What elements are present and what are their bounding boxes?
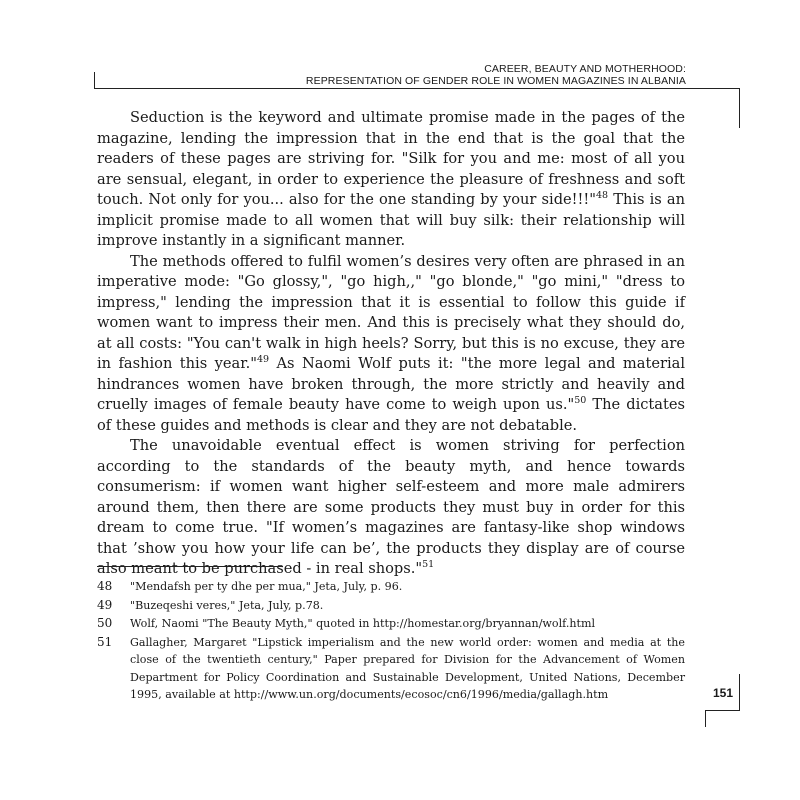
- footnote-text: "Mendafsh per ty dhe per mua," Jeta, July, p. 96.: [130, 580, 403, 593]
- running-header-line-1: CAREER, BEAUTY AND MOTHERHOOD:: [484, 63, 686, 75]
- paragraph-3: The unavoidable eventual effect is women striving for perfection according to the standards of the beauty myth, and hence towards consumerism: if women want higher self-esteem and more male admirers around them, then there are some products they must buy in order for this dream to come true. "If women’s magazines are fantasy-like shop windows that ’show you how your life can be’, the products they display are of course also meant to be purchased - in real shops."$^{51}$: [97, 437, 685, 577]
- header-corner-rule: [686, 88, 739, 89]
- footnote-ref-48: 48: [595, 190, 609, 201]
- footnote-item: [97, 578, 685, 596]
- paragraph-2: The methods offered to fulfil women’s desires very often are phrased in an imperative mode: "Go glossy,", "go high,," "go blonde," "go mini," "dress to impress," lending the impression that it is essential to follow this guide if women want to impress their men. And this is precisely what they should do, at all costs: "You can't walk in high heels? Sorry, but this is no excuse, they are in fashion this year."$^{49}$ As Naomi Wolf puts it: "the more legal and material hindrances women have broken through, the more strictly and heavily and cruelly images of female beauty have come to weigh upon us."$^{50}$ The dictates of these guides and methods is clear and they are not debatable.: [97, 252, 685, 434]
- footnote-number: 50: [97, 616, 113, 630]
- running-header: [126, 63, 686, 87]
- footnote-separator: [97, 566, 283, 567]
- page-number-frame-tick: [705, 710, 706, 727]
- paragraph-1: Seduction is the keyword and ultimate promise made in the pages of the magazine, lending the impression that in the end that is the goal that the readers of these pages are striving for. "Silk for you and me: most of all you are sensual, elegant, in order to experience the pleasure of freshness and soft touch. Not only for you... also for the one standing by your side!!!"$^{48}$ This is an implicit promise made to all women that will buy silk: their relationship will improve instantly in a significant manner.: [97, 109, 686, 249]
- footnotes: [97, 578, 685, 705]
- footnote-text: Gallagher, Margaret "Lipstick imperialism and the new world order: women and media at the close of the twentieth century," Paper prepared for Division for the Advancement of Women Department for Policy Coordination and Sustainable Development, United Nations, December 1995, available at http://www.un.org/documents/ecosoc/cn6/1996/media/gallagh.htm: [130, 635, 685, 701]
- body-text: [97, 108, 685, 580]
- header-rule: [94, 88, 686, 89]
- footnote-ref-50: 50: [574, 395, 587, 406]
- footnote-item: [97, 615, 685, 633]
- page-number-frame-vertical: [739, 674, 740, 711]
- footnote-number: 51: [97, 634, 113, 649]
- footnote-text: Wolf, Naomi "The Beauty Myth," quoted in http://homestar.org/bryannan/wolf.html: [130, 617, 596, 630]
- footnote-ref-49: 49: [256, 354, 270, 365]
- footnote-number: 49: [97, 597, 113, 612]
- page-number-frame-horizontal: [705, 710, 740, 711]
- footnote-item: [97, 634, 685, 704]
- page-number: 151: [712, 686, 734, 700]
- footnote-number: 48: [97, 579, 113, 593]
- footnote-item: [97, 597, 685, 615]
- header-rule-tick: [94, 72, 95, 89]
- header-corner-vertical: [739, 88, 740, 128]
- footnote-ref-51: 51: [422, 559, 435, 570]
- footnote-text: "Buzeqeshi veres," Jeta, July, p.78.: [130, 598, 324, 612]
- running-header-line-2: REPRESENTATION OF GENDER ROLE IN WOMEN MAGAZINES IN ALBANIA: [305, 75, 686, 87]
